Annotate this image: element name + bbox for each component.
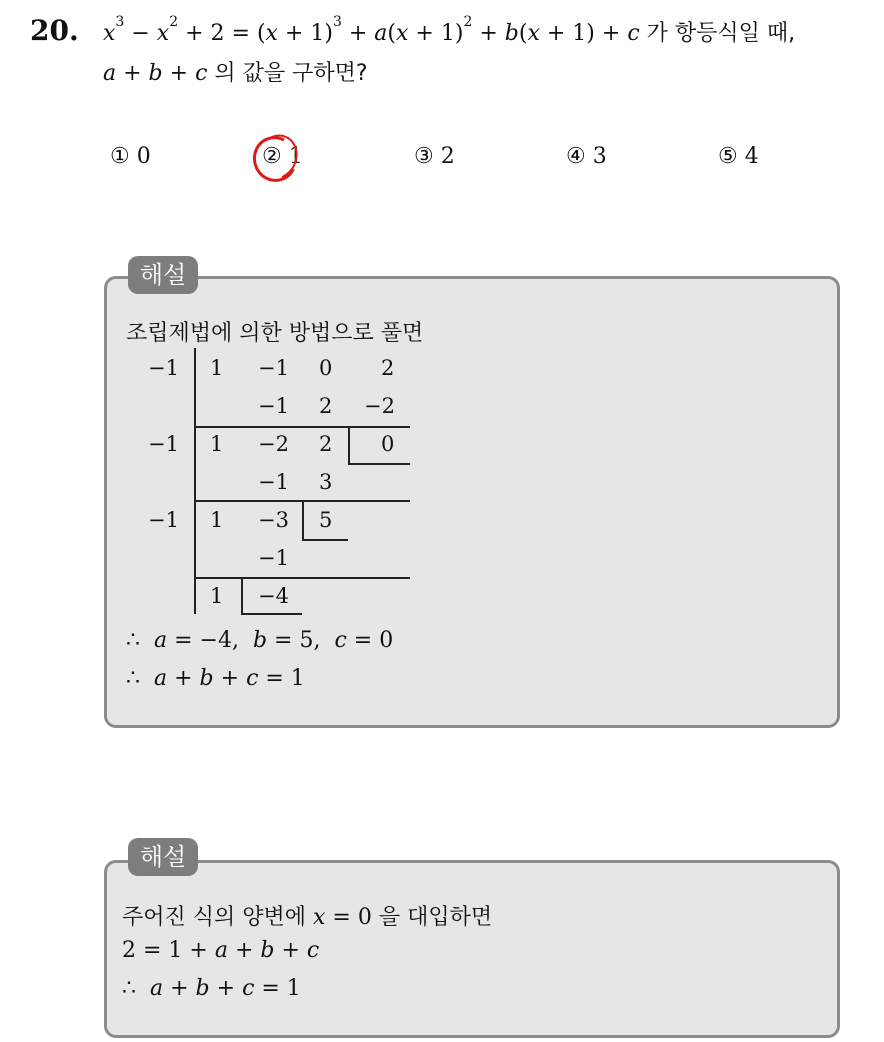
syn-cell: −1 xyxy=(258,470,289,494)
syn-cell: −1 xyxy=(258,394,289,418)
syn-remainder-bracket xyxy=(241,613,302,615)
solution-tag-2: 해설 xyxy=(128,838,198,876)
solution2-result: ∴ a + b + c = 1 xyxy=(122,976,301,1001)
syn-cell: 0 xyxy=(319,356,333,380)
solution2-intro: 주어진 식의 양변에 x = 0 을 대입하면 xyxy=(122,905,493,930)
answer-circle-stroke xyxy=(249,128,305,187)
syn-remainder-bracket xyxy=(302,500,304,540)
syn-cell: 5 xyxy=(319,508,333,532)
syn-cell: 2 xyxy=(319,394,333,418)
syn-cell: −1 xyxy=(148,508,179,532)
choice-3[interactable]: ③ 2 xyxy=(414,144,455,169)
syn-remainder-bracket xyxy=(241,577,243,614)
syn-cell: 0 xyxy=(381,432,395,456)
solution1-result: ∴ a + b + c = 1 xyxy=(126,666,305,691)
syn-rule xyxy=(194,426,410,428)
solution2-substitution: 2 = 1 + a + b + c xyxy=(122,938,320,963)
question-number: 20. xyxy=(30,14,79,47)
question-equation: $x^3 - x^2 + 2 = (x + 1)^3 + a(x + 1)^2 + b(x + 1) + c$ 가 항등식일 때, xyxy=(103,14,796,46)
choice-5[interactable]: ⑤ 4 xyxy=(718,144,759,169)
syn-cell: 1 xyxy=(210,508,224,532)
syn-cell: −1 xyxy=(258,356,289,380)
syn-cell: −2 xyxy=(258,432,289,456)
syn-cell: −1 xyxy=(148,432,179,456)
question-line1-text: 가 항등식일 때, xyxy=(646,21,796,46)
syn-cell: 1 xyxy=(210,432,224,456)
choice-2[interactable]: ② 1 xyxy=(262,144,303,169)
syn-remainder-bracket xyxy=(348,463,410,465)
choice-1[interactable]: ① 0 xyxy=(110,144,151,169)
syn-cell: −1 xyxy=(258,546,289,570)
syn-cell: −2 xyxy=(364,394,395,418)
solution1-coefficients: ∴ a = −4, b = 5, c = 0 xyxy=(126,628,394,653)
choice-4[interactable]: ④ 3 xyxy=(566,144,607,169)
syn-cell: 1 xyxy=(210,584,224,608)
syn-remainder-bracket xyxy=(302,539,348,541)
syn-remainder-bracket xyxy=(348,426,350,464)
syn-cell: −1 xyxy=(148,356,179,380)
syn-cell: 3 xyxy=(319,470,333,494)
syn-cell: −4 xyxy=(258,584,289,608)
solution-tag-1: 해설 xyxy=(128,256,198,294)
syn-cell: 2 xyxy=(381,356,395,380)
syn-cell: 1 xyxy=(210,356,224,380)
solution1-intro: 조립제법에 의한 방법으로 풀면 xyxy=(126,321,424,346)
question-line2-text: 의 값을 구하면? xyxy=(214,61,368,86)
syn-rule xyxy=(194,577,410,579)
syn-cell: −3 xyxy=(258,508,289,532)
syn-divider-vertical xyxy=(194,348,196,614)
syn-cell: 2 xyxy=(319,432,333,456)
question-line2: a + b + c 의 값을 구하면? xyxy=(103,61,368,86)
